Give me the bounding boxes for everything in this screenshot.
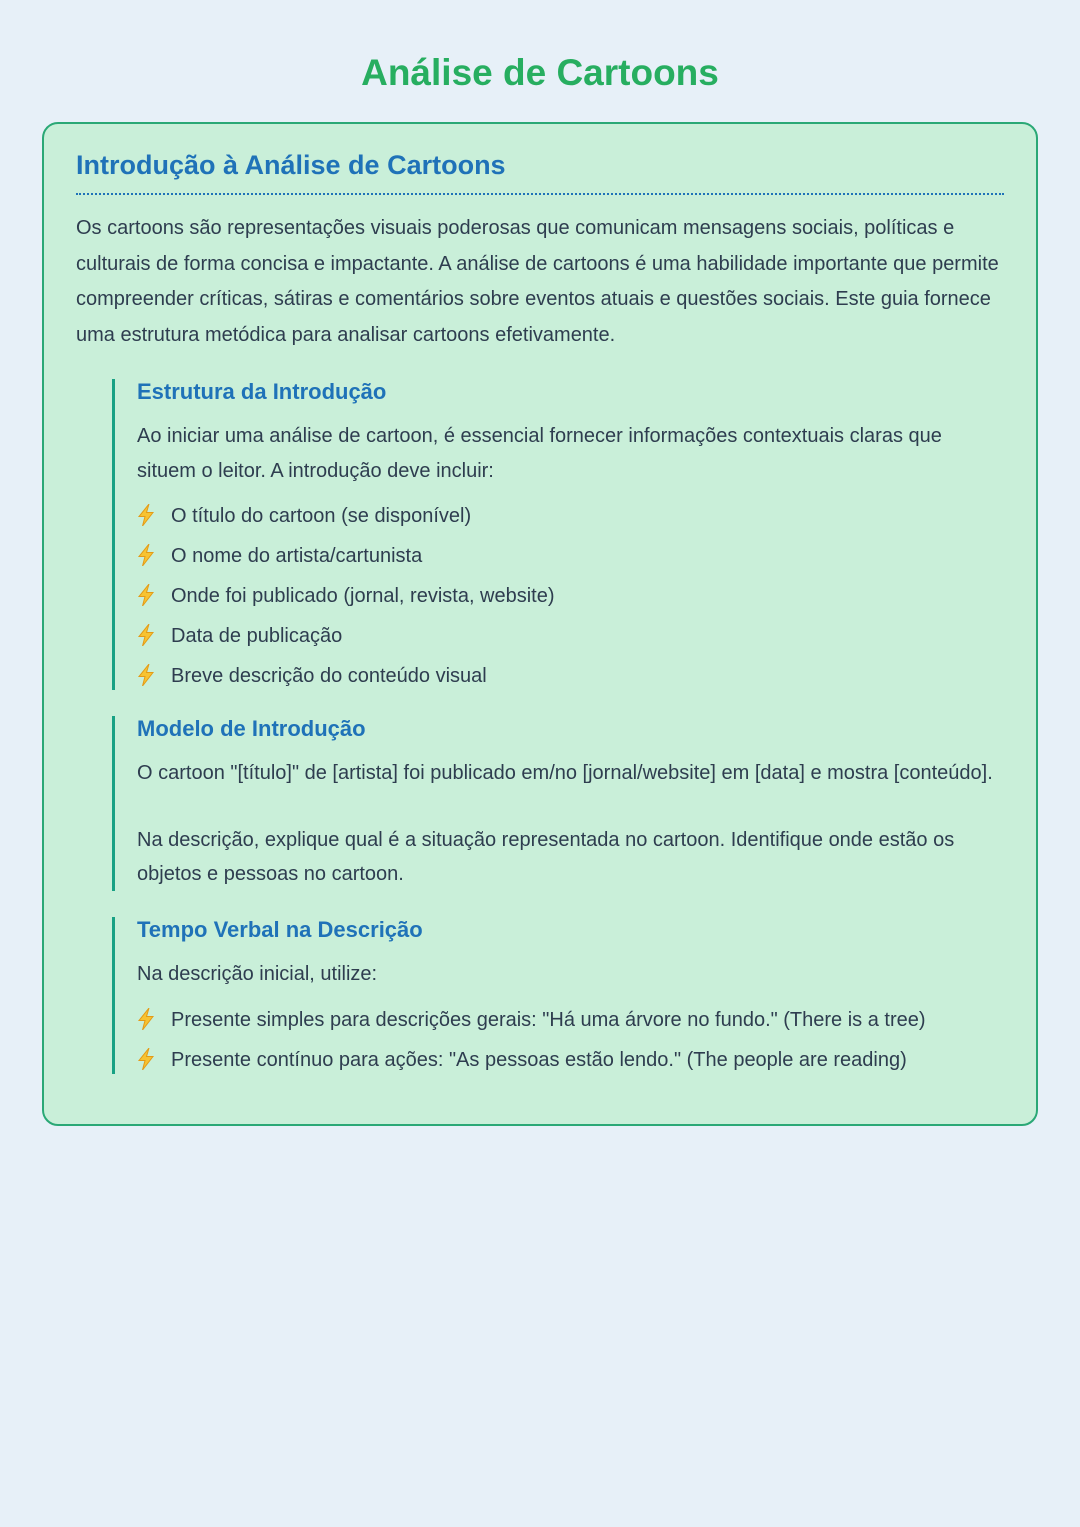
list-item-text: Breve descrição do conteúdo visual <box>171 665 487 688</box>
section-tempo-verbal <box>112 917 1004 1073</box>
list-item-text: Presente contínuo para ações: "As pessoas estão lendo." (The people are reading) <box>171 1048 907 1071</box>
list-item <box>137 1006 1004 1034</box>
lightning-icon <box>137 504 155 526</box>
list-item-text: O nome do artista/cartunista <box>171 545 423 568</box>
section-modelo-de-introducao <box>112 716 1004 891</box>
lightning-icon <box>137 664 155 686</box>
section-lead: Ao iniciar uma análise de cartoon, é essencial fornecer informações contextuais claras que situem o leitor. A introdução deve incluir: <box>137 425 942 482</box>
list-item <box>137 502 1004 530</box>
section-heading: Tempo Verbal na Descrição <box>137 917 423 943</box>
section-heading: Estrutura da Introdução <box>137 379 387 405</box>
page-title: Análise de Cartoons <box>361 52 719 93</box>
list-item-text: Data de publicação <box>171 625 343 648</box>
list-item <box>137 662 1004 690</box>
list-item-text: Presente simples para descrições gerais: "Há uma árvore no fundo." (There is a tree) <box>171 1008 926 1031</box>
lightning-icon <box>137 624 155 646</box>
list-item-text: Onde foi publicado (jornal, revista, website) <box>171 585 555 608</box>
lightning-icon <box>137 584 155 606</box>
intro-card <box>42 122 1038 1126</box>
list-item <box>137 1046 1004 1074</box>
lightning-icon <box>137 544 155 566</box>
section-paragraph: O cartoon "[título]" de [artista] foi publicado em/no [jornal/website] em [data] e mostra [conteúdo]. <box>137 762 993 785</box>
section-estrutura-da-introducao <box>112 379 1004 690</box>
intro-paragraph: Os cartoons são representações visuais poderosas que comunicam mensagens sociais, políticas e culturais de forma concisa e impactante. A análise de cartoons é uma habilidade importante que permite compreender críticas, sátiras e comentários sobre eventos atuais e questões sociais. Este guia fornece uma estrutura metódica para analisar cartoons efetivamente. <box>76 217 999 346</box>
intro-requirements-list <box>137 502 1004 690</box>
list-item <box>137 622 1004 650</box>
lightning-icon <box>137 1048 155 1070</box>
list-item <box>137 582 1004 610</box>
section-heading: Modelo de Introdução <box>137 716 366 742</box>
verb-tense-list <box>137 1006 1004 1074</box>
list-item <box>137 542 1004 570</box>
lightning-icon <box>137 1008 155 1030</box>
list-item-text: O título do cartoon (se disponível) <box>171 505 472 528</box>
section-lead: Na descrição inicial, utilize: <box>137 963 378 986</box>
section-paragraph: Na descrição, explique qual é a situação representada no cartoon. Identifique onde estão os objetos e pessoas no cartoon. <box>137 828 955 885</box>
card-heading: Introdução à Análise de Cartoons <box>76 150 1004 195</box>
